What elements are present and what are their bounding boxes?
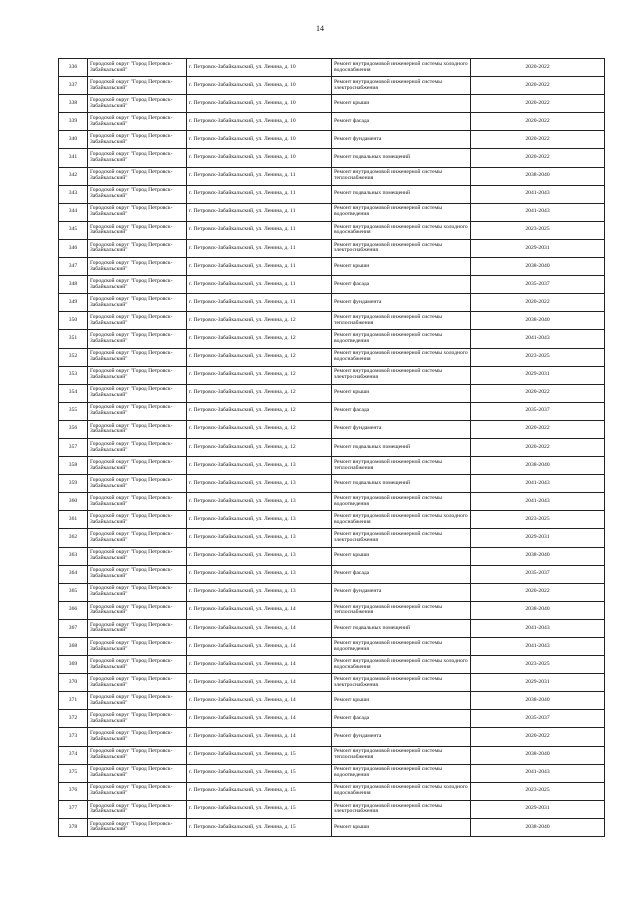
work-type-cell: Ремонт внутридомовой инженерной системы холодного водоснабжения — [332, 59, 471, 77]
municipality-cell: Городской округ "Город Петровск-Забайкальский" — [88, 402, 187, 420]
work-type-cell: Ремонт внутридомовой инженерной системы теплоснабжения — [332, 312, 471, 330]
address-cell: г. Петровск-Забайкальский, ул. Ленина, д. 14 — [187, 619, 332, 637]
table-row — [59, 366, 605, 384]
row-number-cell: 340 — [59, 131, 88, 149]
work-type-cell: Ремонт крыши — [332, 547, 471, 565]
address-cell: г. Петровск-Забайкальский, ул. Ленина, д. 14 — [187, 710, 332, 728]
table-row — [59, 800, 605, 818]
address-cell: г. Петровск-Забайкальский, ул. Ленина, д. 12 — [187, 366, 332, 384]
work-type-cell: Ремонт крыши — [332, 258, 471, 276]
row-number-cell: 349 — [59, 294, 88, 312]
table-row — [59, 565, 605, 583]
table-row — [59, 402, 605, 420]
table-row — [59, 511, 605, 529]
address-cell: г. Петровск-Забайкальский, ул. Ленина, д. 14 — [187, 638, 332, 656]
address-cell: г. Петровск-Забайкальский, ул. Ленина, д. 14 — [187, 656, 332, 674]
table-row — [59, 294, 605, 312]
row-number-cell: 345 — [59, 221, 88, 239]
municipality-cell: Городской округ "Город Петровск-Забайкальский" — [88, 457, 187, 475]
work-type-cell: Ремонт крыши — [332, 95, 471, 113]
work-type-cell: Ремонт внутридомовой инженерной системы холодного водоснабжения — [332, 348, 471, 366]
table-row — [59, 185, 605, 203]
table-row — [59, 59, 605, 77]
row-number-cell: 343 — [59, 185, 88, 203]
work-type-cell: Ремонт подвальных помещений — [332, 438, 471, 456]
table-row — [59, 312, 605, 330]
address-cell: г. Петровск-Забайкальский, ул. Ленина, д. 10 — [187, 95, 332, 113]
row-number-cell: 348 — [59, 276, 88, 294]
table-row — [59, 131, 605, 149]
municipality-cell: Городской округ "Город Петровск-Забайкальский" — [88, 764, 187, 782]
municipality-cell: Городской округ "Город Петровск-Забайкальский" — [88, 692, 187, 710]
row-number-cell: 336 — [59, 59, 88, 77]
address-cell: г. Петровск-Забайкальский, ул. Ленина, д. 15 — [187, 800, 332, 818]
municipality-cell: Городской округ "Город Петровск-Забайкальский" — [88, 601, 187, 619]
row-number-cell: 363 — [59, 547, 88, 565]
municipality-cell: Городской округ "Город Петровск-Забайкальский" — [88, 59, 187, 77]
address-cell: г. Петровск-Забайкальский, ул. Ленина, д. 14 — [187, 728, 332, 746]
row-number-cell: 356 — [59, 420, 88, 438]
address-cell: г. Петровск-Забайкальский, ул. Ленина, д. 13 — [187, 475, 332, 493]
table-row — [59, 438, 605, 456]
municipality-cell: Городской округ "Город Петровск-Забайкальский" — [88, 782, 187, 800]
table-row — [59, 475, 605, 493]
address-cell: г. Петровск-Забайкальский, ул. Ленина, д. 10 — [187, 77, 332, 95]
period-cell: 2029-2031 — [471, 239, 605, 257]
work-type-cell: Ремонт крыши — [332, 384, 471, 402]
municipality-cell: Городской округ "Город Петровск-Забайкальский" — [88, 113, 187, 131]
work-type-cell: Ремонт внутридомовой инженерной системы водоотведения — [332, 493, 471, 511]
address-cell: г. Петровск-Забайкальский, ул. Ленина, д. 10 — [187, 149, 332, 167]
table-row — [59, 113, 605, 131]
work-type-cell: Ремонт фасада — [332, 402, 471, 420]
period-cell: 2038-2040 — [471, 601, 605, 619]
row-number-cell: 346 — [59, 239, 88, 257]
row-number-cell: 339 — [59, 113, 88, 131]
row-number-cell: 372 — [59, 710, 88, 728]
period-cell: 2020-2022 — [471, 583, 605, 601]
municipality-cell: Городской округ "Город Петровск-Забайкальский" — [88, 818, 187, 836]
period-cell: 2041-2043 — [471, 330, 605, 348]
municipality-cell: Городской округ "Город Петровск-Забайкальский" — [88, 511, 187, 529]
work-type-cell: Ремонт внутридомовой инженерной системы теплоснабжения — [332, 457, 471, 475]
table-row — [59, 149, 605, 167]
row-number-cell: 368 — [59, 638, 88, 656]
municipality-cell: Городской округ "Город Петровск-Забайкальский" — [88, 312, 187, 330]
row-number-cell: 351 — [59, 330, 88, 348]
table-row — [59, 638, 605, 656]
work-type-cell: Ремонт подвальных помещений — [332, 149, 471, 167]
municipality-cell: Городской округ "Город Петровск-Забайкальский" — [88, 493, 187, 511]
period-cell: 2029-2031 — [471, 366, 605, 384]
row-number-cell: 376 — [59, 782, 88, 800]
row-number-cell: 366 — [59, 601, 88, 619]
address-cell: г. Петровск-Забайкальский, ул. Ленина, д. 15 — [187, 818, 332, 836]
address-cell: г. Петровск-Забайкальский, ул. Ленина, д. 10 — [187, 59, 332, 77]
address-cell: г. Петровск-Забайкальский, ул. Ленина, д. 11 — [187, 203, 332, 221]
municipality-cell: Городской округ "Город Петровск-Забайкальский" — [88, 95, 187, 113]
work-type-cell: Ремонт внутридомовой инженерной системы водоотведения — [332, 638, 471, 656]
address-cell: г. Петровск-Забайкальский, ул. Ленина, д. 10 — [187, 131, 332, 149]
period-cell: 2023-2025 — [471, 656, 605, 674]
table-row — [59, 583, 605, 601]
table-row — [59, 782, 605, 800]
row-number-cell: 373 — [59, 728, 88, 746]
address-cell: г. Петровск-Забайкальский, ул. Ленина, д. 11 — [187, 239, 332, 257]
work-type-cell: Ремонт фасада — [332, 565, 471, 583]
work-type-cell: Ремонт внутридомовой инженерной системы холодного водоснабжения — [332, 511, 471, 529]
work-type-cell: Ремонт внутридомовой инженерной системы водоотведения — [332, 764, 471, 782]
municipality-cell: Городской округ "Город Петровск-Забайкальский" — [88, 420, 187, 438]
table-row — [59, 764, 605, 782]
address-cell: г. Петровск-Забайкальский, ул. Ленина, д. 12 — [187, 384, 332, 402]
address-cell: г. Петровск-Забайкальский, ул. Ленина, д. 11 — [187, 185, 332, 203]
row-number-cell: 367 — [59, 619, 88, 637]
period-cell: 2035-2037 — [471, 710, 605, 728]
work-type-cell: Ремонт внутридомовой инженерной системы теплоснабжения — [332, 167, 471, 185]
period-cell: 2020-2022 — [471, 438, 605, 456]
address-cell: г. Петровск-Забайкальский, ул. Ленина, д. 15 — [187, 764, 332, 782]
row-number-cell: 342 — [59, 167, 88, 185]
row-number-cell: 355 — [59, 402, 88, 420]
address-cell: г. Петровск-Забайкальский, ул. Ленина, д. 13 — [187, 547, 332, 565]
work-type-cell: Ремонт подвальных помещений — [332, 475, 471, 493]
table-row — [59, 529, 605, 547]
work-type-cell: Ремонт фундамента — [332, 583, 471, 601]
municipality-cell: Городской округ "Город Петровск-Забайкальский" — [88, 710, 187, 728]
table-row — [59, 239, 605, 257]
work-type-cell: Ремонт фундамента — [332, 728, 471, 746]
table-row — [59, 692, 605, 710]
row-number-cell: 337 — [59, 77, 88, 95]
address-cell: г. Петровск-Забайкальский, ул. Ленина, д. 15 — [187, 746, 332, 764]
period-cell: 2035-2037 — [471, 565, 605, 583]
municipality-cell: Городской округ "Город Петровск-Забайкальский" — [88, 638, 187, 656]
period-cell: 2041-2043 — [471, 619, 605, 637]
address-cell: г. Петровск-Забайкальский, ул. Ленина, д. 14 — [187, 674, 332, 692]
row-number-cell: 357 — [59, 438, 88, 456]
municipality-cell: Городской округ "Город Петровск-Забайкальский" — [88, 276, 187, 294]
municipality-cell: Городской округ "Город Петровск-Забайкальский" — [88, 619, 187, 637]
address-cell: г. Петровск-Забайкальский, ул. Ленина, д. 12 — [187, 402, 332, 420]
row-number-cell: 374 — [59, 746, 88, 764]
municipality-cell: Городской округ "Город Петровск-Забайкальский" — [88, 565, 187, 583]
period-cell: 2038-2040 — [471, 818, 605, 836]
period-cell: 2041-2043 — [471, 764, 605, 782]
work-type-cell: Ремонт внутридомовой инженерной системы электроснабжения — [332, 239, 471, 257]
period-cell: 2041-2043 — [471, 638, 605, 656]
municipality-cell: Городской округ "Город Петровск-Забайкальский" — [88, 330, 187, 348]
period-cell: 2020-2022 — [471, 59, 605, 77]
municipality-cell: Городской округ "Город Петровск-Забайкальский" — [88, 547, 187, 565]
work-type-cell: Ремонт фасада — [332, 710, 471, 728]
row-number-cell: 352 — [59, 348, 88, 366]
row-number-cell: 371 — [59, 692, 88, 710]
address-cell: г. Петровск-Забайкальский, ул. Ленина, д. 13 — [187, 529, 332, 547]
table-row — [59, 77, 605, 95]
work-type-cell: Ремонт внутридомовой инженерной системы электроснабжения — [332, 529, 471, 547]
row-number-cell: 360 — [59, 493, 88, 511]
row-number-cell: 362 — [59, 529, 88, 547]
municipality-cell: Городской округ "Город Петровск-Забайкальский" — [88, 728, 187, 746]
period-cell: 2020-2022 — [471, 131, 605, 149]
work-type-cell: Ремонт фундамента — [332, 294, 471, 312]
work-type-cell: Ремонт внутридомовой инженерной системы холодного водоснабжения — [332, 782, 471, 800]
municipality-cell: Городской округ "Город Петровск-Забайкальский" — [88, 656, 187, 674]
period-cell: 2020-2022 — [471, 95, 605, 113]
address-cell: г. Петровск-Забайкальский, ул. Ленина, д. 12 — [187, 330, 332, 348]
address-cell: г. Петровск-Забайкальский, ул. Ленина, д. 13 — [187, 565, 332, 583]
period-cell: 2041-2043 — [471, 475, 605, 493]
row-number-cell: 338 — [59, 95, 88, 113]
table-row — [59, 746, 605, 764]
period-cell: 2038-2040 — [471, 692, 605, 710]
municipality-cell: Городской округ "Город Петровск-Забайкальский" — [88, 167, 187, 185]
address-cell: г. Петровск-Забайкальский, ул. Ленина, д. 12 — [187, 420, 332, 438]
period-cell: 2029-2031 — [471, 529, 605, 547]
row-number-cell: 361 — [59, 511, 88, 529]
work-type-cell: Ремонт внутридомовой инженерной системы холодного водоснабжения — [332, 221, 471, 239]
row-number-cell: 341 — [59, 149, 88, 167]
row-number-cell: 358 — [59, 457, 88, 475]
address-cell: г. Петровск-Забайкальский, ул. Ленина, д. 14 — [187, 692, 332, 710]
address-cell: г. Петровск-Забайкальский, ул. Ленина, д. 13 — [187, 583, 332, 601]
work-type-cell: Ремонт фасада — [332, 276, 471, 294]
table-body — [59, 59, 605, 837]
repair-schedule-table — [58, 58, 605, 837]
table-row — [59, 384, 605, 402]
municipality-cell: Городской округ "Город Петровск-Забайкальский" — [88, 149, 187, 167]
table-row — [59, 619, 605, 637]
period-cell: 2035-2037 — [471, 276, 605, 294]
table-row — [59, 728, 605, 746]
period-cell: 2035-2037 — [471, 402, 605, 420]
row-number-cell: 369 — [59, 656, 88, 674]
table-row — [59, 203, 605, 221]
period-cell: 2038-2040 — [471, 167, 605, 185]
row-number-cell: 350 — [59, 312, 88, 330]
work-type-cell: Ремонт внутридомовой инженерной системы электроснабжения — [332, 77, 471, 95]
period-cell: 2023-2025 — [471, 348, 605, 366]
municipality-cell: Городской округ "Город Петровск-Забайкальский" — [88, 674, 187, 692]
work-type-cell: Ремонт внутридомовой инженерной системы теплоснабжения — [332, 746, 471, 764]
table-row — [59, 420, 605, 438]
address-cell: г. Петровск-Забайкальский, ул. Ленина, д. 11 — [187, 221, 332, 239]
period-cell: 2023-2025 — [471, 221, 605, 239]
row-number-cell: 365 — [59, 583, 88, 601]
period-cell: 2020-2022 — [471, 113, 605, 131]
period-cell: 2029-2031 — [471, 800, 605, 818]
row-number-cell: 353 — [59, 366, 88, 384]
address-cell: г. Петровск-Забайкальский, ул. Ленина, д. 12 — [187, 312, 332, 330]
work-type-cell: Ремонт фундамента — [332, 131, 471, 149]
table-row — [59, 457, 605, 475]
table-row — [59, 330, 605, 348]
municipality-cell: Городской округ "Город Петровск-Забайкальский" — [88, 221, 187, 239]
municipality-cell: Городской округ "Город Петровск-Забайкальский" — [88, 384, 187, 402]
row-number-cell: 364 — [59, 565, 88, 583]
municipality-cell: Городской округ "Город Петровск-Забайкальский" — [88, 348, 187, 366]
table-row — [59, 95, 605, 113]
period-cell: 2020-2022 — [471, 149, 605, 167]
work-type-cell: Ремонт внутридомовой инженерной системы водоотведения — [332, 330, 471, 348]
table-row — [59, 276, 605, 294]
municipality-cell: Городской округ "Город Петровск-Забайкальский" — [88, 475, 187, 493]
period-cell: 2020-2022 — [471, 294, 605, 312]
period-cell: 2038-2040 — [471, 746, 605, 764]
work-type-cell: Ремонт подвальных помещений — [332, 185, 471, 203]
address-cell: г. Петровск-Забайкальский, ул. Ленина, д. 11 — [187, 294, 332, 312]
municipality-cell: Городской округ "Город Петровск-Забайкальский" — [88, 746, 187, 764]
address-cell: г. Петровск-Забайкальский, ул. Ленина, д. 13 — [187, 457, 332, 475]
period-cell: 2041-2043 — [471, 203, 605, 221]
table-row — [59, 221, 605, 239]
address-cell: г. Петровск-Забайкальский, ул. Ленина, д. 12 — [187, 348, 332, 366]
municipality-cell: Городской округ "Город Петровск-Забайкальский" — [88, 77, 187, 95]
address-cell: г. Петровск-Забайкальский, ул. Ленина, д. 13 — [187, 493, 332, 511]
work-type-cell: Ремонт внутридомовой инженерной системы холодного водоснабжения — [332, 656, 471, 674]
municipality-cell: Городской округ "Город Петровск-Забайкальский" — [88, 258, 187, 276]
table-row — [59, 656, 605, 674]
address-cell: г. Петровск-Забайкальский, ул. Ленина, д. 13 — [187, 511, 332, 529]
address-cell: г. Петровск-Забайкальский, ул. Ленина, д. 12 — [187, 438, 332, 456]
row-number-cell: 375 — [59, 764, 88, 782]
period-cell: 2023-2025 — [471, 782, 605, 800]
row-number-cell: 378 — [59, 818, 88, 836]
address-cell: г. Петровск-Забайкальский, ул. Ленина, д. 14 — [187, 601, 332, 619]
row-number-cell: 370 — [59, 674, 88, 692]
municipality-cell: Городской округ "Город Петровск-Забайкальский" — [88, 239, 187, 257]
municipality-cell: Городской округ "Город Петровск-Забайкальский" — [88, 529, 187, 547]
period-cell: 2020-2022 — [471, 728, 605, 746]
table-row — [59, 601, 605, 619]
row-number-cell: 359 — [59, 475, 88, 493]
municipality-cell: Городской округ "Город Петровск-Забайкальский" — [88, 366, 187, 384]
work-type-cell: Ремонт фасада — [332, 113, 471, 131]
row-number-cell: 344 — [59, 203, 88, 221]
period-cell: 2041-2043 — [471, 493, 605, 511]
period-cell: 2038-2040 — [471, 457, 605, 475]
work-type-cell: Ремонт фундамента — [332, 420, 471, 438]
municipality-cell: Городской округ "Город Петровск-Забайкальский" — [88, 185, 187, 203]
work-type-cell: Ремонт крыши — [332, 692, 471, 710]
work-type-cell: Ремонт подвальных помещений — [332, 619, 471, 637]
period-cell: 2023-2025 — [471, 511, 605, 529]
table-row — [59, 348, 605, 366]
period-cell: 2038-2040 — [471, 312, 605, 330]
work-type-cell: Ремонт внутридомовой инженерной системы электроснабжения — [332, 674, 471, 692]
table-row — [59, 710, 605, 728]
work-type-cell: Ремонт внутридомовой инженерной системы водоотведения — [332, 203, 471, 221]
address-cell: г. Петровск-Забайкальский, ул. Ленина, д. 11 — [187, 167, 332, 185]
page-number: 14 — [316, 24, 324, 33]
table-row — [59, 167, 605, 185]
row-number-cell: 377 — [59, 800, 88, 818]
work-type-cell: Ремонт внутридомовой инженерной системы электроснабжения — [332, 800, 471, 818]
address-cell: г. Петровск-Забайкальский, ул. Ленина, д. 11 — [187, 258, 332, 276]
address-cell: г. Петровск-Забайкальский, ул. Ленина, д. 15 — [187, 782, 332, 800]
municipality-cell: Городской округ "Город Петровск-Забайкальский" — [88, 203, 187, 221]
work-type-cell: Ремонт внутридомовой инженерной системы электроснабжения — [332, 366, 471, 384]
table-row — [59, 493, 605, 511]
table-row — [59, 674, 605, 692]
municipality-cell: Городской округ "Город Петровск-Забайкальский" — [88, 438, 187, 456]
row-number-cell: 347 — [59, 258, 88, 276]
period-cell: 2041-2043 — [471, 185, 605, 203]
work-type-cell: Ремонт внутридомовой инженерной системы теплоснабжения — [332, 601, 471, 619]
municipality-cell: Городской округ "Город Петровск-Забайкальский" — [88, 583, 187, 601]
table-row — [59, 818, 605, 836]
table-row — [59, 547, 605, 565]
table-row — [59, 258, 605, 276]
period-cell: 2038-2040 — [471, 547, 605, 565]
address-cell: г. Петровск-Забайкальский, ул. Ленина, д. 11 — [187, 276, 332, 294]
period-cell: 2020-2022 — [471, 420, 605, 438]
period-cell: 2038-2040 — [471, 258, 605, 276]
period-cell: 2020-2022 — [471, 77, 605, 95]
address-cell: г. Петровск-Забайкальский, ул. Ленина, д. 10 — [187, 113, 332, 131]
period-cell: 2020-2022 — [471, 384, 605, 402]
row-number-cell: 354 — [59, 384, 88, 402]
municipality-cell: Городской округ "Город Петровск-Забайкальский" — [88, 131, 187, 149]
municipality-cell: Городской округ "Город Петровск-Забайкальский" — [88, 800, 187, 818]
work-type-cell: Ремонт крыши — [332, 818, 471, 836]
municipality-cell: Городской округ "Город Петровск-Забайкальский" — [88, 294, 187, 312]
period-cell: 2029-2031 — [471, 674, 605, 692]
